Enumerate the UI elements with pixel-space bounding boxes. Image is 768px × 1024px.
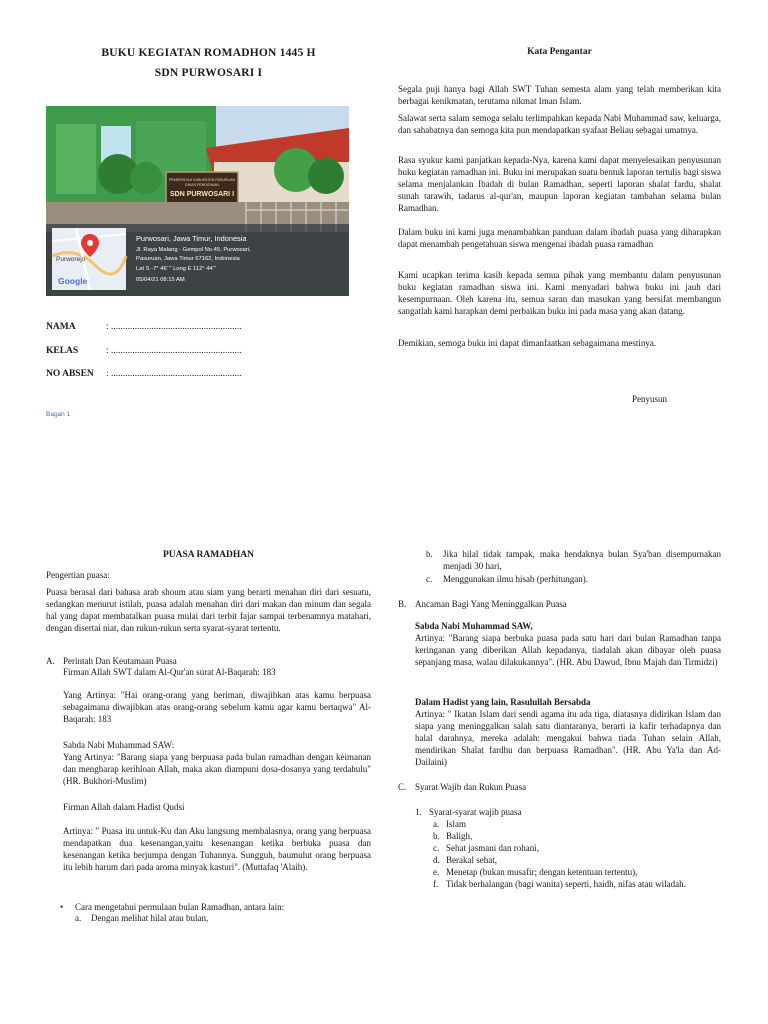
foreword-paragraph-3: Rasa syukur kami panjatkan kepada-Nya, karena kami dapat menyelesaikan penyusunan buku kegiatan ramadhan ini. Buku ini merupakan suatu bentuk laporan tertulis bagi siswa selama menjalankan Ibadah di bulan Ramadhan, seperti laporan shalat fardu, shalat sunah tarawih, tadarus al-qur'an, maupun laporan kegiatan tambahan selama bulan Ramadhan. (398, 155, 721, 213)
foreword-paragraph-4: Dalam buku ini kami juga menambahkan panduan dalam ibadah puasa yang diharapkan dapat menambah pengetahuan siswa mengenai ibadah puasa ramadhan (398, 227, 721, 249)
field-nama[interactable] (46, 321, 242, 334)
section-c-list-marker: 1. (415, 807, 422, 817)
school-building-image (46, 106, 349, 296)
list-item-a-text: Dengan melihat hilal atau bulan, (91, 913, 209, 923)
section-a-text-2: Yang Artinya: "Barang siapa yang berpuasa pada bulan ramadhan dengan keimanan dan mengharap kerihloan Allah, maka akan diampuni dosa-dosanya yang terdahulu" (HR. Bukhori-Muslim) (63, 752, 371, 786)
field-nama-label: NAMA (46, 322, 76, 332)
map-brand-logo: Google (58, 276, 88, 286)
section-b-marker: B. (398, 599, 407, 609)
syarat-f-text: Tidak berhalangan (bagi wanita) seperti, haidh, nifas atau wiladah. (446, 879, 686, 889)
section-b-heading: Ancaman Bagi Yang Meninggalkan Puasa (415, 599, 567, 609)
section-c-list-heading: Syarat-syarat wajib puasa (429, 807, 522, 817)
sign-text-line1: PEMERINTAH KABUPATEN PASURUAN (168, 178, 236, 182)
location-timestamp: 05/04/21 08:15 AM (136, 277, 185, 283)
syarat-f-marker: f. (433, 879, 439, 889)
figure-caption: Bagan 1 (46, 411, 71, 418)
section-a-source-2: Sabda Nabi Muhammad SAW: (63, 740, 175, 750)
map-label: Purworejo (56, 256, 86, 263)
field-no-absen[interactable] (46, 368, 242, 381)
section-a-source-3: Firman Allah dalam Hadist Qudsi (63, 802, 185, 812)
foreword-paragraph-5: Kami ucapkan terima kasih kepada semua pihak yang membantu dalam penyusunan buku kegiatan ramadhan siswa ini. Kami menyadari bahwa buku ini jauh dari kesempurnaan. Oleh karena itu, semua saran dan masukan yang bersifat membangun sangatlah kami harapkan demi perbaikan buku ini pada masa yang akan datang. (398, 270, 721, 316)
cover-school-name: SDN PURWOSARI I (154, 67, 263, 79)
section-a-marker: A. (46, 656, 55, 666)
definition-heading: Pengertian puasa: (46, 570, 110, 580)
list-item-b-text: Jika hilal tidak tampak, maka hendaknya bulan Sya'ban disempurnakan menjadi 30 hari, (443, 549, 721, 571)
field-kelas[interactable] (46, 345, 242, 358)
list-item-a-marker: a. (75, 913, 82, 923)
field-kelas-label: KELAS (46, 346, 79, 356)
sign-school-name: SDN PURWOSARI I (169, 191, 235, 198)
bullet-icon: • (60, 902, 64, 912)
list-item-c-marker: c. (426, 574, 433, 584)
field-nama-value[interactable]: : ....................................................... (106, 322, 242, 332)
sign-text-line2: DINAS PENDIDIKAN (185, 183, 219, 187)
definition-text: Puasa berasal dari bahasa arab shoum atau siam yang berarti menahan diri dari sesuatu, sedangkan menurut istilah, puasa adalah menahan diri dari makan dan minum dan segala hal yang dapat membatalkan puasa mulai dari terbit fajar sampai terbenamnya matahari, dengan disertai niat, dan rukun-rukun serta syarat-syarat tertentu. (46, 587, 371, 633)
foreword-title: Kata Pengantar (527, 47, 592, 57)
bullet-text: Cara mengetahui permulaan bulan Ramadhan, antara lain: (75, 902, 285, 912)
syarat-d-marker: d. (433, 855, 440, 865)
list-item-c-text: Menggunakan ilmu hisab (perhitungan). (443, 574, 588, 584)
field-no-absen-label: NO ABSEN (46, 369, 94, 379)
section-a-heading: Perintah Dan Keutamaan Puasa (63, 656, 177, 666)
section-c-marker: C. (398, 782, 407, 792)
section-b-text-2: Artinya: " Ikatan Islam dari sendi agama itu ada tiga, diatasnya didirikan Islam dan siapa yang meninggalkan salah satu diantaranya, berarti ia kafir terhadapnya dan halal darahnya, mereka adalah: mengakui bahwa tiada Tuhan selain Allah, mendirikan Shalat fardhu dan berpuasa Ramadhan". (HR. Abu Ya'la dan Ad-Dailaini) (415, 709, 721, 767)
syarat-d-text: Berakal sehat, (446, 855, 497, 865)
syarat-a-marker: a. (433, 819, 440, 829)
location-title: Purwosari, Jawa Timur, Indonesia (136, 234, 247, 243)
section-a-text-3: Artinya: " Puasa itu untuk-Ku dan Aku langsung membalasnya, orang yang berpuasa mendapatkan dua kesenangan,yaitu kesenangan ketika berbuka puasa dan kesenangan ketika berjumpa dengan Tuhannya. Sungguh, baumulut orang berpuasa itu lebih harum dari pada aroma minyak kasturi". (Muttafaq 'Alaih). (63, 826, 371, 872)
syarat-e-marker: e. (433, 867, 440, 877)
school-photo (46, 106, 349, 296)
field-kelas-value[interactable]: : ....................................................... (106, 346, 242, 356)
location-coordinates: Lat S -7° 46' " Long E 112° 44'" (136, 266, 216, 272)
syarat-b-text: Baligh, (446, 831, 473, 841)
cover-title: BUKU KEGIATAN ROMADHON 1445 H (101, 47, 316, 59)
section-b-sub-2: Dalam Hadist yang lain, Rasulullah Bersabda (415, 697, 591, 707)
section-a-text-1: Yang Artinya: "Hai orang-orang yang beriman, diwajibkan atas kamu berpuasa sebagaimana diwajibkan atas orang-orang sebelum kamu agar kamu bertaqwa" Al-Baqarah: 183 (63, 690, 371, 724)
list-item-b-marker: b. (426, 549, 433, 559)
syarat-c-marker: c. (433, 843, 440, 853)
section-b-text-1: Artinya: "Barang siapa berbuka puasa pada satu hari dari bulan Ramadhan tanpa keringanan yang diberikan Allah kepadanya, tiadalah akan dibayar oleh puasa sepanjang masa, walau dilakukannya". (HR. Abu Dawud, Ibnu Majah dan Tirmidzi) (415, 633, 721, 667)
puasa-title: PUASA RAMADHAN (162, 550, 255, 560)
location-address-line1: Jl. Raya Malang - Gempol No.45, Purwosari, (136, 247, 251, 253)
foreword-signature: Penyusun (632, 394, 668, 404)
foreword-paragraph-1: Segala puji hanya bagi Allah SWT Tuhan semesta alam yang telah memberikan kita berbagai kenikmatan, terutama nikmat Iman Islam. (398, 84, 721, 106)
foreword-paragraph-6: Demikian, semoga buku ini dapat dimanfaatkan sebagaimana mestinya. (398, 338, 657, 348)
section-b-sub-1: Sabda Nabi Muhammad SAW, (415, 621, 533, 631)
location-address-line2: Pasuruan, Jawa Timur 67162, Indonesia (136, 256, 240, 262)
section-a-source-1: Firman Allah SWT dalam Al-Qur'an surat Al-Baqarah: 183 (63, 667, 276, 677)
syarat-a-text: Islam (446, 819, 466, 829)
syarat-b-marker: b. (433, 831, 440, 841)
syarat-e-text: Menetap (bukan musafir; dengan ketentuan tertentu), (446, 867, 638, 877)
syarat-c-text: Sehat jasmani dan rohani, (446, 843, 539, 853)
section-c-heading: Syarat Wajib dan Rukun Puasa (415, 782, 527, 792)
foreword-paragraph-2: Salawat serta salam semoga selalu terlimpahkan kepada Nabi Muhammad saw, keluarga, dan sahabatnya dan semoga kita pun mendapatkan syafaat Beliau sebagai umatnya. (398, 113, 721, 135)
field-no-absen-value[interactable]: : ....................................................... (106, 369, 242, 379)
